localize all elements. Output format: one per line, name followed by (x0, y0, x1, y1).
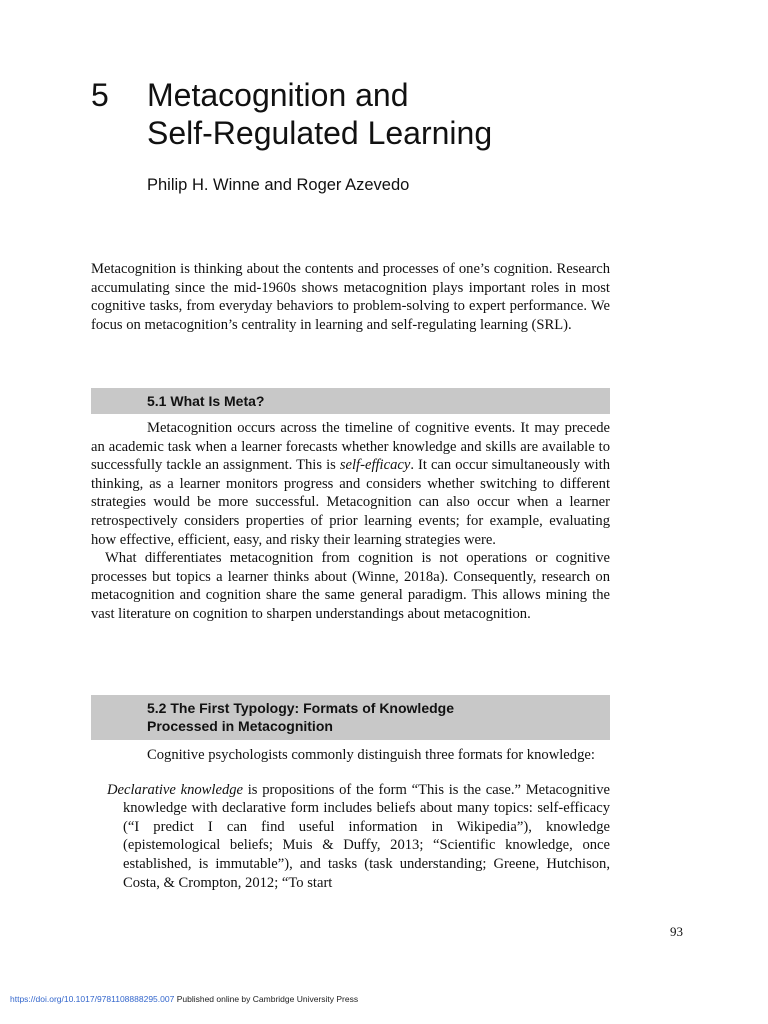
paragraph: Cognitive psychologists commonly distinguish three formats for knowledge: (147, 747, 595, 763)
list-item (91, 781, 610, 893)
paragraph-text: . It can occur simultaneously with thinking, as a learner monitors progress and considers whether switching to different strategies would be more successful. Metacognition can also occur when a learner retrospectively considers properties of prior learning events; for example, evaluating how effective, efficient, easy, and risky their learning strategies were. (91, 457, 611, 548)
section-heading-bar (91, 388, 610, 414)
footer (10, 994, 358, 1005)
chapter-title-line1: Metacognition and (147, 77, 409, 113)
section-heading: 5.1 What Is Meta? (147, 393, 265, 409)
definition-term: Declarative knowledge (107, 781, 244, 798)
section-heading-bar (91, 695, 610, 740)
abstract (91, 260, 610, 334)
section-body (91, 746, 610, 892)
chapter-title-text (147, 76, 667, 152)
authors: Philip H. Winne and Roger Azevedo (147, 176, 410, 194)
definition-text: is propositions of the form “This is the case.” Metacognitive knowledge with declarative form includes beliefs about many topics: self-efficacy (“I predict I can find useful information in Wikipedia”), knowledge (epistemological beliefs; Muis & Duffy, 2013; “Scientific knowledge, once established, is immutable”), and tasks (task understanding; Greene, Hutchison, Costa, & Crompton, 2012; “To start (123, 781, 610, 891)
paragraph: What differentiates metacognition from cognition is not operations or cognitive processes but topics a learner thinks about (Winne, 2018a). Consequently, research on metacognition and cognition share the same general paradigm. This allows mining the vast literature on cognition to sharpen understandings about metacognition. (91, 550, 610, 622)
section-heading-line1: 5.2 The First Typology: Formats of Knowledge (147, 700, 454, 716)
paragraph-text: Metacognition occurs across the timeline of cognitive events. It may precede an academic task when a learner forecasts whether knowledge and skills are available to successfully tackle an assignment. This is (91, 420, 610, 474)
section-body (91, 419, 610, 624)
doi-link[interactable]: https://doi.org/10.1017/9781108888295.007 (10, 994, 175, 1004)
page-number: 93 (670, 924, 683, 939)
chapter-number: 5 (91, 77, 109, 113)
emphasis-term: self-efficacy (339, 457, 411, 474)
published-note: Published online by Cambridge University Press (174, 994, 359, 1004)
chapter-title-line2: Self-Regulated Learning (147, 115, 493, 151)
paragraph (91, 419, 610, 549)
section-heading-line2: Processed in Metacognition (147, 718, 333, 734)
abstract-paragraph: Metacognition is thinking about the contents and processes of one’s cognition. Research accumulating since the mid-1960s shows metacognition plays important roles in most cognitive tasks, from everyday behaviors to problem-solving to expert performance. We focus on metacognition’s centrality in learning and self-regulating learning (SRL). (91, 261, 610, 333)
section-heading (91, 695, 610, 739)
